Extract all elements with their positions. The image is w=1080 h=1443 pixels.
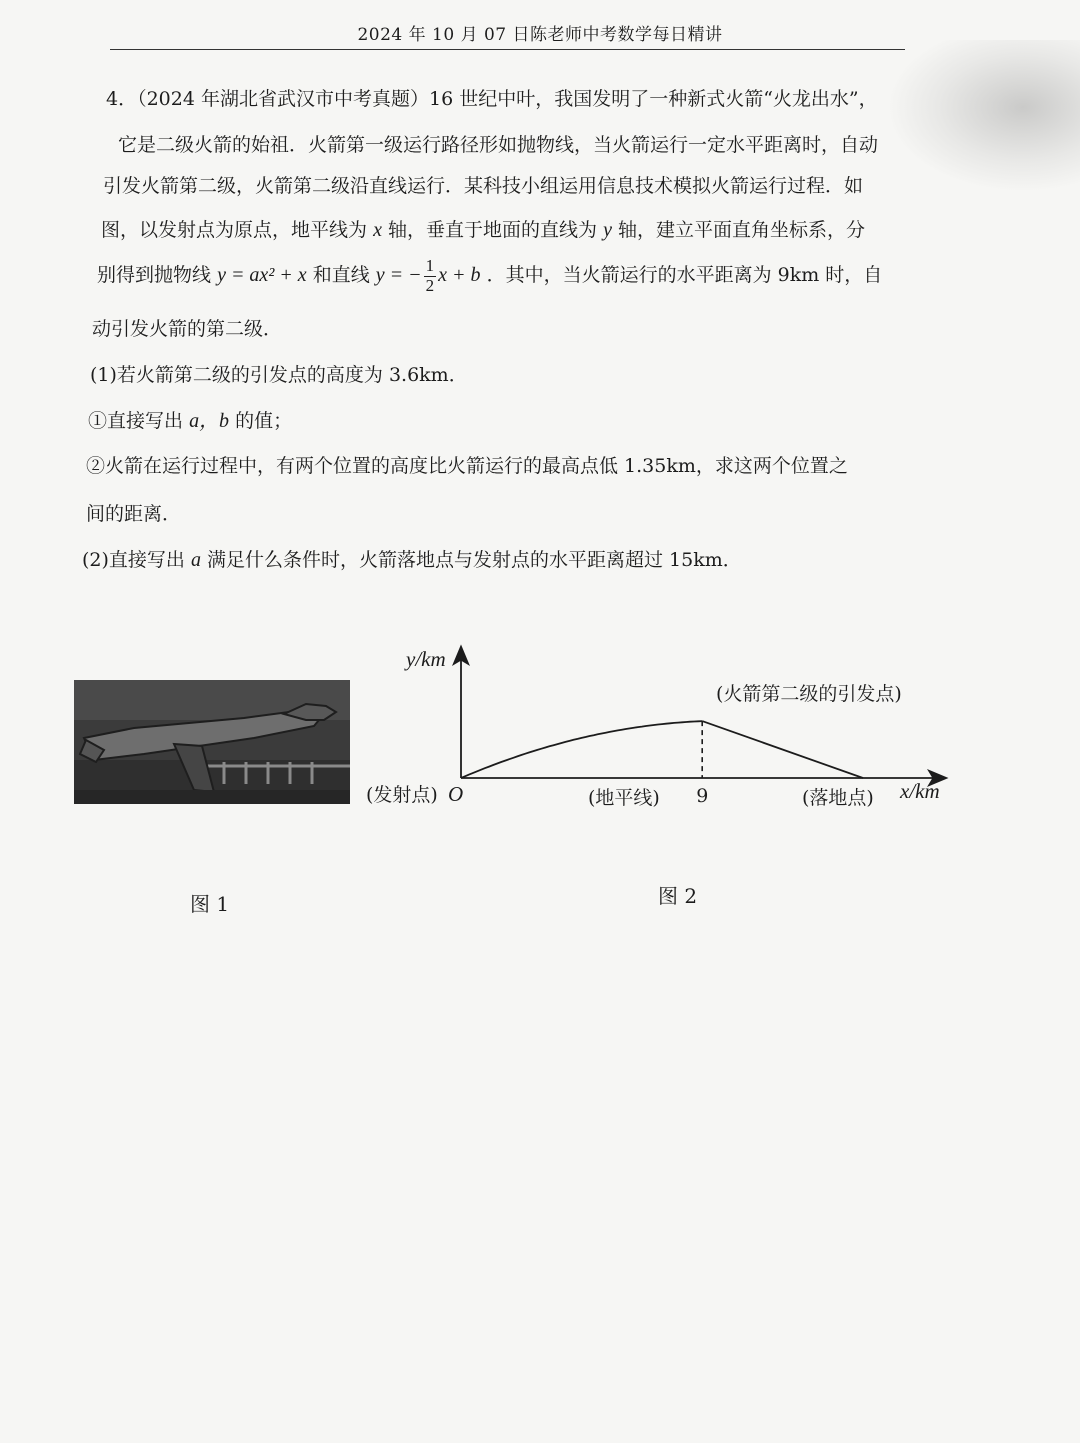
line-formula-rhs: x + b	[438, 264, 481, 287]
q1-1-text-a: ①直接写出	[88, 410, 184, 432]
rocket-photo	[74, 680, 350, 804]
problem-line-3: 引发火箭第二级，火箭第二级沿直线运行．某科技小组运用信息技术模拟火箭运行过程．如	[103, 175, 864, 197]
fraction-one-half	[424, 257, 437, 295]
vars-a-b: a，b	[189, 410, 230, 432]
problem-line-6: 动引发火箭的第二级．	[92, 318, 283, 340]
figure-2-caption: 图 2	[658, 884, 698, 908]
landing-point-label: (落地点)	[802, 787, 874, 809]
parabola-formula: y = ax² + x	[217, 264, 307, 287]
question-1-part-2-line-2: 间的距离．	[86, 503, 182, 525]
fraction-numerator: 1	[425, 256, 435, 275]
line4-text-a: 图，以发射点为原点，地平线为	[101, 219, 368, 241]
problem-line-1: 4．（2024 年湖北省武汉市中考真题）16 世纪中叶，我国发明了一种新式火箭“火龙出水”，	[106, 88, 878, 110]
horizon-label: (地平线)	[588, 787, 660, 809]
page-header: 2024 年 10 月 07 日陈老师中考数学每日精讲	[357, 25, 723, 45]
question-1: (1)若火箭第二级的引发点的高度为 3.6km．	[90, 364, 468, 386]
figure-1-caption: 图 1	[190, 892, 230, 916]
q2-text-a: (2)直接写出	[82, 549, 185, 571]
problem-line-4	[101, 218, 865, 242]
header-divider	[110, 49, 905, 50]
stage-two-line	[702, 721, 863, 778]
origin-label: O	[448, 782, 464, 806]
q1-1-text-b: 的值；	[235, 410, 293, 432]
fraction-denominator: 2	[425, 275, 435, 295]
line5-text-c: ．其中，当火箭运行的水平距离为 9km 时，自	[486, 264, 883, 287]
scan-noise	[890, 40, 1080, 190]
launch-point-label: (发射点)	[366, 784, 438, 806]
stage-two-ignition-label: (火箭第二级的引发点)	[716, 683, 902, 705]
var-a: a	[190, 549, 201, 571]
line5-text-a: 别得到抛物线	[97, 264, 212, 287]
y-axis-label: y/km	[406, 647, 446, 671]
line4-text-b: 轴，垂直于地面的直线为	[388, 219, 598, 241]
var-y: y	[603, 219, 612, 241]
q2-text-b: 满足什么条件时，火箭落地点与发射点的水平距离超过 15km．	[207, 549, 742, 571]
line4-text-c: 轴，建立平面直角坐标系，分	[618, 219, 866, 241]
question-2	[82, 548, 742, 572]
line-formula-lhs: y = −	[375, 264, 422, 287]
problem-line-2: 它是二级火箭的始祖．火箭第一级运行路径形如抛物线，当火箭运行一定水平距离时，自动	[118, 134, 879, 156]
rocket-trajectory-graph	[360, 640, 960, 830]
x-tick-label-9: 9	[696, 785, 709, 807]
line5-text-b: 和直线	[312, 264, 370, 287]
var-x: x	[373, 219, 382, 241]
problem-line-5	[97, 257, 882, 295]
x-axis-label: x/km	[900, 779, 940, 803]
question-1-part-2-line-1: ②火箭在运行过程中，有两个位置的高度比火箭运行的最高点低 1.35km，求这两个位置之	[86, 455, 848, 477]
question-1-part-1	[88, 409, 292, 433]
parabola-curve	[461, 721, 702, 778]
